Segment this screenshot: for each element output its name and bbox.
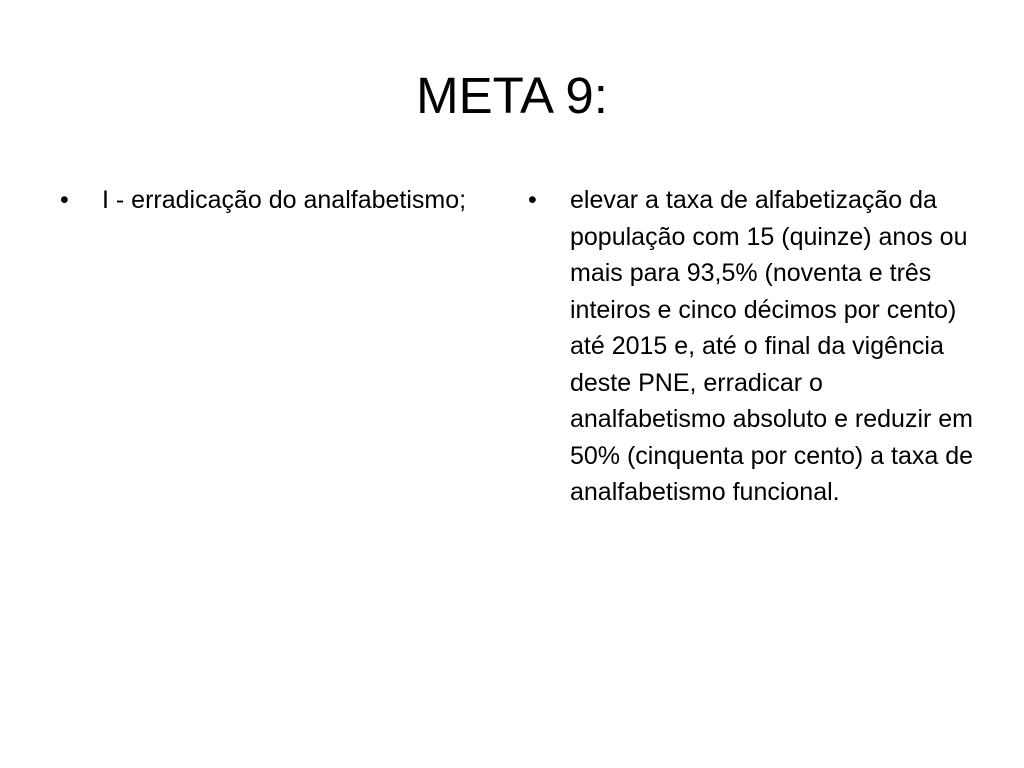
right-bullet-text: elevar a taxa de alfabetização da população com 15 (quinze) anos ou mais para 93,5% (noventa e três inteiros e cinco décimos por cento) até 2015 e, até o final da vigência deste PNE, erradicar o analfabetismo absoluto e reduzir em 50% (cinquenta por cento) a taxa de analfabetismo funcional. <box>570 186 974 506</box>
bullet-icon: • <box>60 186 69 214</box>
left-column <box>60 182 480 219</box>
left-bullet-item <box>60 182 480 219</box>
bullet-icon: • <box>528 186 537 214</box>
right-bullet-item <box>528 182 978 511</box>
slide-title: META 9: <box>416 67 608 124</box>
right-column <box>528 182 978 511</box>
left-bullet-text: I - erradicação do analfabetismo; <box>102 186 467 214</box>
